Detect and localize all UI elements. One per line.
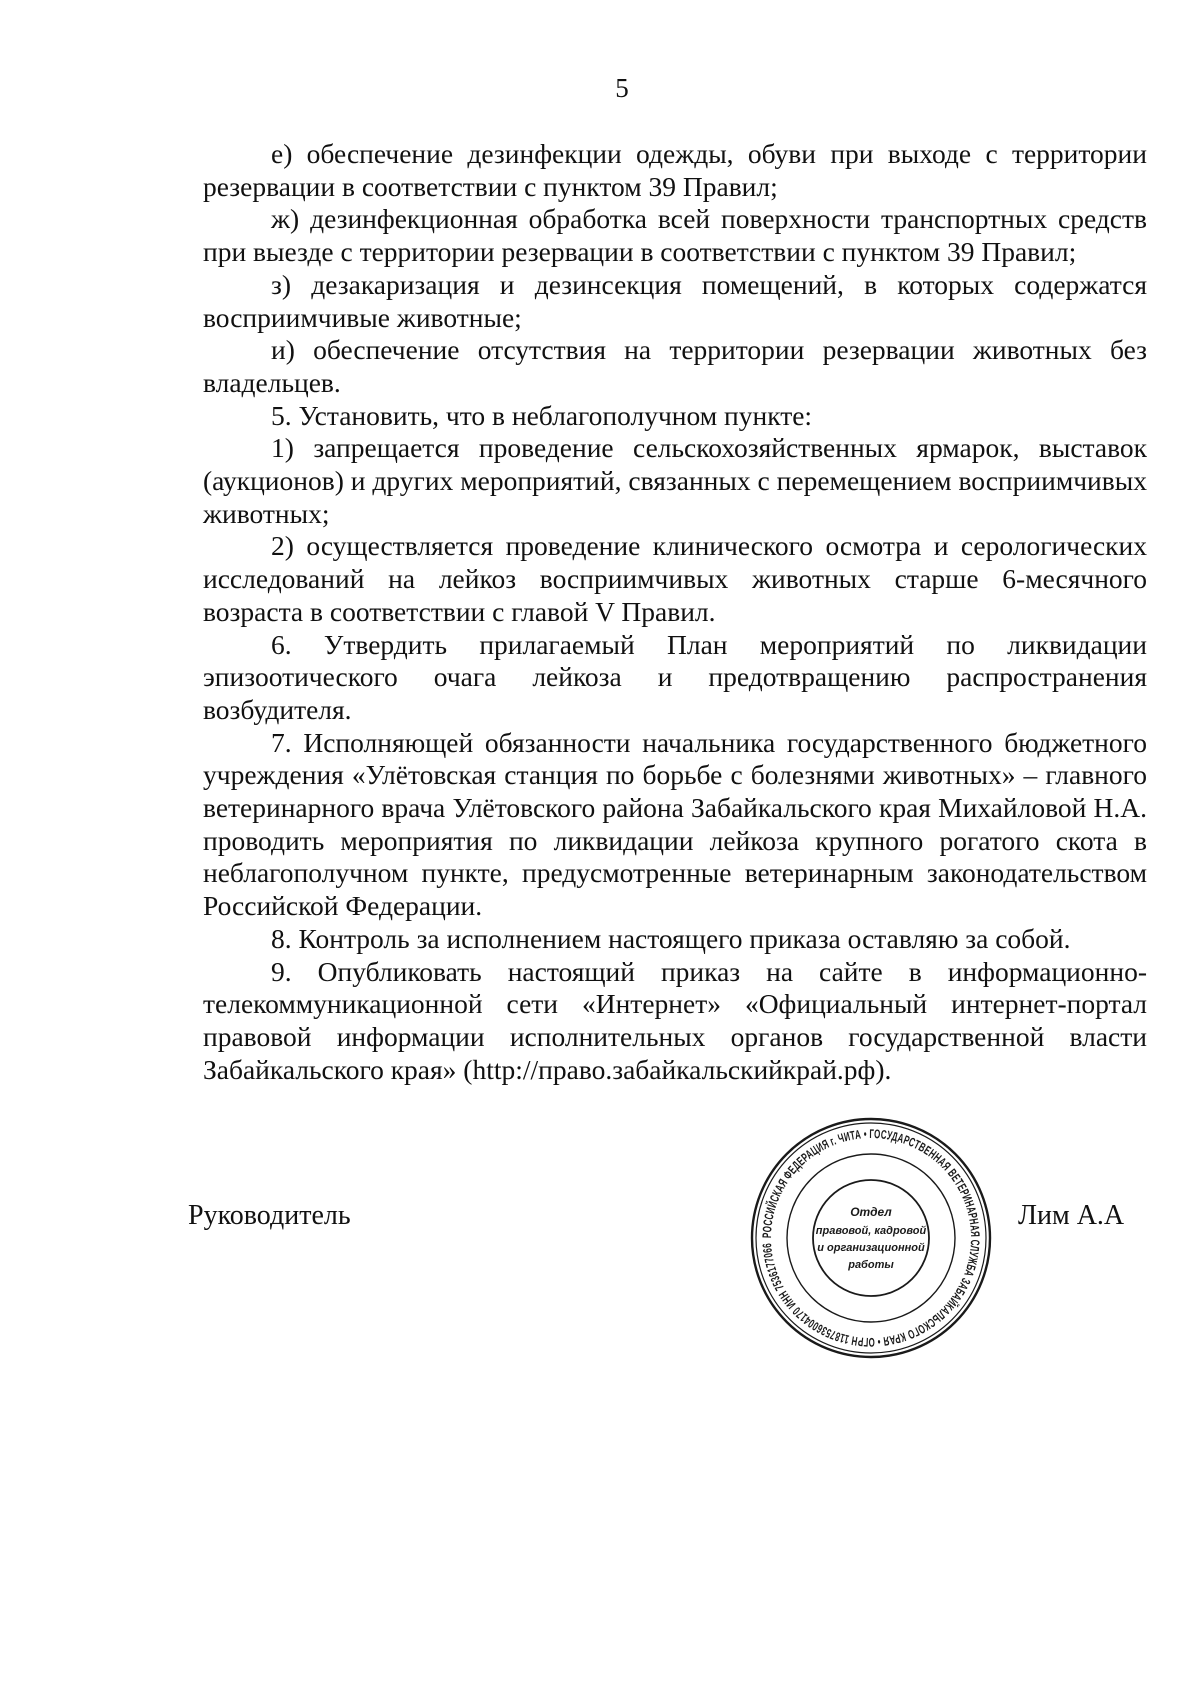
seal-inner-line-3: и организационной bbox=[817, 1242, 925, 1254]
paragraph-item-9: 9. Опубликовать настоящий приказ на сайте в информационно-телекоммуникационной сети «Интернет» «Официальный интернет-портал правовой информации исполнительных органов государственной власти Забайкальского края» (http://право.забайкальскийкрай.рф). bbox=[203, 955, 1147, 1085]
signature-block bbox=[0, 1200, 1200, 1260]
seal-outer-text: РОССИЙСКАЯ ФЕДЕРАЦИЯ г. ЧИТА • ГОСУДАРСТВЕННАЯ ВЕТЕРИНАРНАЯ СЛУЖБА ЗАБАЙКАЛЬСКОГО КРАЯ • ОГРН 1187536004170 ИНН 7536177066 bbox=[759, 1126, 983, 1350]
seal-inner-line-1: Отдел bbox=[850, 1205, 892, 1219]
paragraph-zh: ж) дезинфекционная обработка всей поверхности транспортных средств при выезде с территории резервации в соответствии с пунктом 39 Правил; bbox=[203, 203, 1147, 268]
paragraph-item-5-1: 1) запрещается проведение сельскохозяйственных ярмарок, выставок (аукционов) и других мероприятий, связанных с перемещением восприимчивых животных; bbox=[203, 432, 1147, 529]
paragraph-item-8: 8. Контроль за исполнением настоящего приказа оставляю за собой. bbox=[271, 922, 1071, 954]
official-seal bbox=[748, 1115, 994, 1361]
page-number: 5 bbox=[615, 73, 629, 103]
paragraph-i: и) обеспечение отсутствия на территории резервации животных без владельцев. bbox=[203, 334, 1147, 398]
signatory-name: Лим А.А bbox=[1018, 1200, 1125, 1231]
seal-inner-ring bbox=[813, 1180, 929, 1296]
paragraph-e: е) обеспечение дезинфекции одежды, обуви при выходе с территории резервации в соответствии с пунктом 39 Правил; bbox=[203, 138, 1147, 202]
paragraph-item-7: 7. Исполняющей обязанности начальника государственного бюджетного учреждения «Улётовская станция по борьбе с болезнями животных» – главного ветеринарного врача Улётовского района Забайкальского края Михайловой Н.А. проводить мероприятия по ликвидации лейкоза крупного рогатого скота в неблагополучном пункте, предусмотренные ветеринарным законодательством Российской Федерации. bbox=[203, 726, 1147, 922]
signatory-title: Руководитель bbox=[188, 1200, 351, 1231]
paragraph-z: з) дезакаризация и дезинсекция помещений, в которых содержатся восприимчивые животные; bbox=[203, 268, 1147, 333]
paragraph-item-6: 6. Утвердить прилагаемый План мероприятий по ликвидации эпизоотического очага лейкоза и предотвращению распространения возбудителя. bbox=[203, 628, 1147, 725]
seal-outer-ring-inner bbox=[756, 1123, 986, 1353]
seal-inner-line-2: правовой, кадровой bbox=[815, 1225, 927, 1237]
paragraph-item-5: 5. Установить, что в неблагополучном пункте: bbox=[271, 399, 813, 431]
paragraph-item-5-2: 2) осуществляется проведение клинического осмотра и серологических исследований на лейкоз восприимчивых животных старше 6-месячного возраста в соответствии с главой V Правил. bbox=[203, 530, 1147, 627]
body-text bbox=[203, 138, 1147, 1086]
seal-inner-line-4: работы bbox=[848, 1259, 894, 1271]
